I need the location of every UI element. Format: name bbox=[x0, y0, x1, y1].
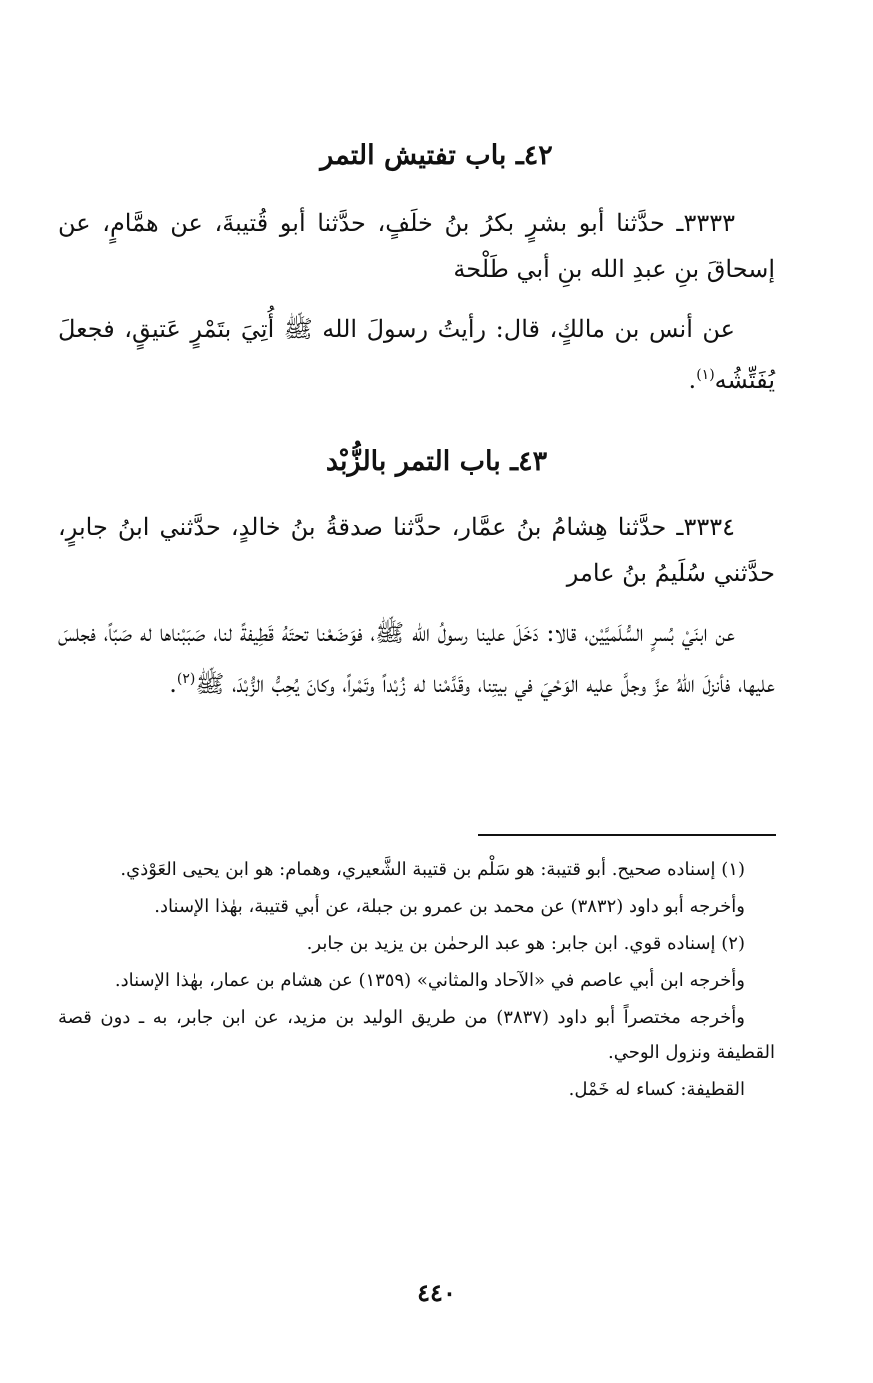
footnote-ref-2[interactable]: (٢) bbox=[176, 671, 196, 687]
page-number: ٤٤٠ bbox=[417, 1278, 456, 1307]
hadith-3333 bbox=[58, 200, 775, 403]
hadith-3334-matn-text: عن ابنَيْ بُسرٍ السُّلَميَّيْن، قالا: دَخَلَ علينا رسولُ الله ﷺ، فوَضَعْنا تحتَهُ قَطِيفةً لنا، صَبَبْناها له صَبّاً، فجلسَ عليها، فأنزلَ اللهُ عزَّ وجلَّ عليه الوَحْيَ في بيتِنا، وقَدَّمْنا له زُبْداً وتَمْراً، وكانَ يُحِبُّ الزُّبْدَ، ﷺ bbox=[58, 619, 775, 698]
chapter-heading-42: ٤٢ـ باب تفتيش التمر bbox=[320, 140, 553, 171]
footnote-2-takhrij-b: وأخرجه مختصراً أبو داود (٣٨٣٧) من طريق الوليد بن مزيد، عن ابن جابر، به ـ دون قصة القطيفة ونزول الوحي. bbox=[58, 1007, 775, 1063]
footnotes bbox=[58, 852, 775, 1109]
chapter-heading-43: ٤٣ـ باب التمر بالزُّبْد bbox=[325, 446, 548, 477]
hadith-3333-matn: عن أنس بن مالكٍ، قال: رأيتُ رسولَ الله ﷺ أُتِيَ بتَمْرٍ عَتيقٍ، فجعلَ يُفَتِّشُه$^{(١)}$. bbox=[58, 315, 775, 394]
hadith-3333-isnad: ٣٣٣٣ـ حدَّثنا أبو بشرٍ بكرُ بنُ خلَفٍ، حدَّثنا أبو قُتيبةَ، عن همَّامٍ، عن إسحاقَ بنِ عبدِ الله بنِ أبي طَلْحة bbox=[58, 209, 775, 283]
hadith-3334-matn: عن ابنَيْ بُسرٍ السُّلَميَّيْن، قالا: دَخَلَ علينا رسولُ الله ﷺ، فوَضَعْنا تحتَهُ قَطِيفةً لنا، صَبَبْناها له صَبّاً، فجلسَ عليها، فأنزلَ اللهُ عزَّ وجلَّ عليه الوَحْيَ في بيتِنا، وقَدَّمْنا له زُبْداً وتَمْراً، وكانَ يُحِبُّ الزُّبْدَ، ﷺ$^{(٢)}$. bbox=[58, 619, 775, 698]
footnote-2-takhrij-a: وأخرجه ابن أبي عاصم في «الآحاد والمثاني» (١٣٥٩) عن هشام بن عمار، بهٰذا الإسناد. bbox=[114, 970, 745, 991]
hadith-3334 bbox=[58, 504, 775, 707]
hadith-3334-isnad: ٣٣٣٤ـ حدَّثنا هِشامُ بنُ عمَّار، حدَّثنا صدقةُ بنُ خالدٍ، حدَّثني ابنُ جابرٍ، حدَّثني سُلَيمُ بنُ عامر bbox=[58, 513, 775, 587]
footnote-divider bbox=[478, 834, 776, 836]
footnote-2-text: (٢) إسناده قوي. ابن جابر: هو عبد الرحمٰن بن يزيد بن جابر. bbox=[306, 933, 745, 954]
hadith-3333-matn-text: عن أنس بن مالكٍ، قال: رأيتُ رسولَ الله ﷺ أُتِيَ بتَمْرٍ عَتيقٍ، فجعلَ يُفَتِّشُه bbox=[58, 315, 775, 394]
footnote-2-gloss: القطيفة: كساء له خَمْل. bbox=[568, 1079, 745, 1100]
footnote-ref-1[interactable]: (١) bbox=[696, 367, 715, 383]
footnote-1-text: (١) إسناده صحيح. أبو قتيبة: هو سَلْم بن قتيبة الشَّعيري، وهمام: هو ابن يحيى العَوْذي. bbox=[120, 859, 745, 880]
footnote-1-takhrij: وأخرجه أبو داود (٣٨٣٢) عن محمد بن عمرو بن جبلة، عن أبي قتيبة، بهٰذا الإسناد. bbox=[154, 896, 745, 917]
